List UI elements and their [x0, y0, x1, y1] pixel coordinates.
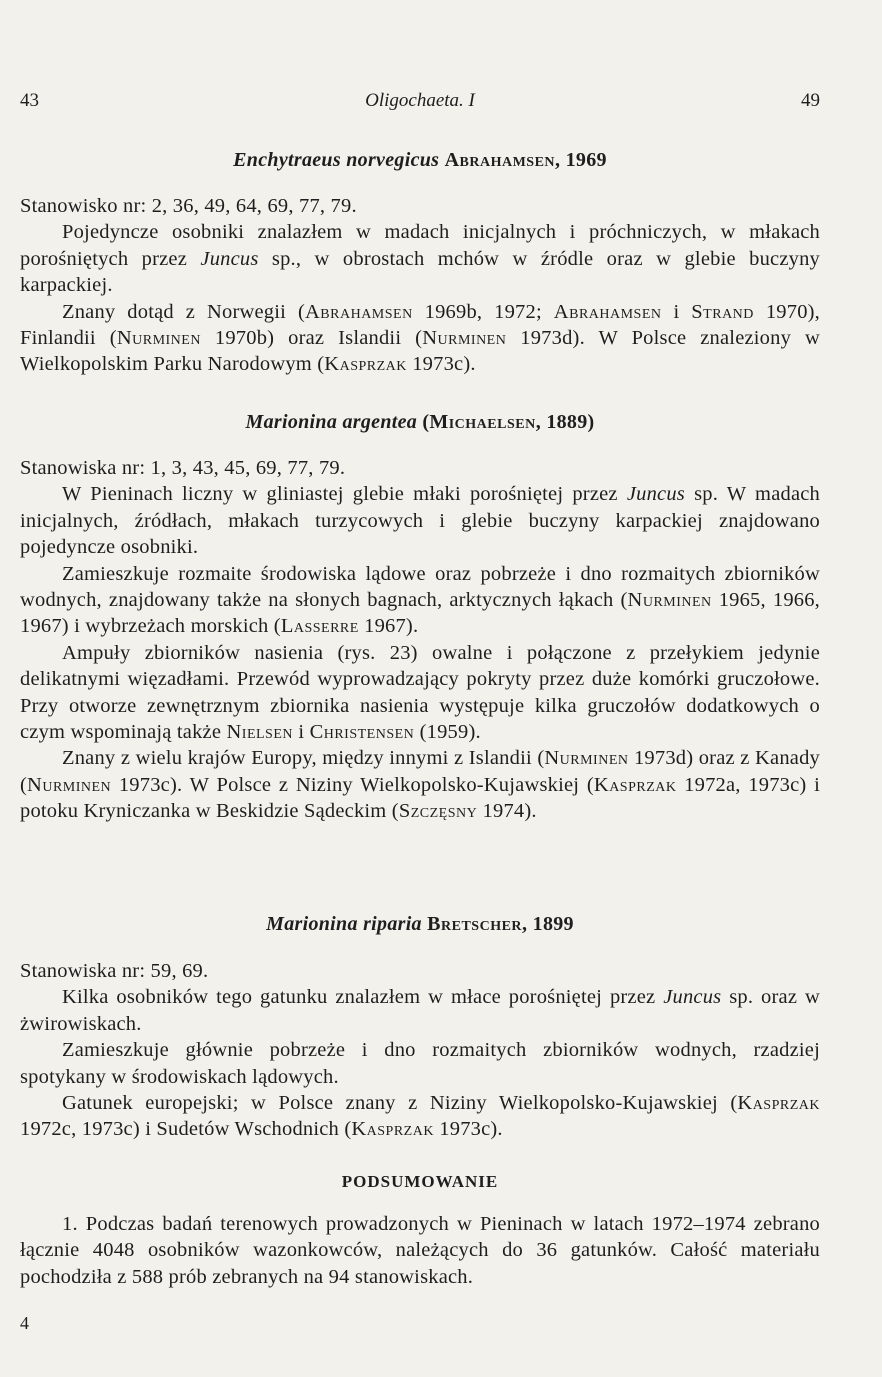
- species-title: Marionina argentea (Michaelsen, 1889): [245, 411, 595, 433]
- species-body-marionina-argentea: [20, 455, 820, 825]
- paragraph: 1. Podczas badań terenowych prowadzonych w Pieninach w latach 1972–1974 zebrano łącznie 4048 osobników wazonkowców, należących do 36 gatunków. Całość materiału pochodziła z 588 prób zebranych na 94 stanowiskach.: [20, 1213, 820, 1288]
- species-title: Enchytraeus norvegicus Abrahamsen, 1969: [233, 149, 607, 171]
- sites-line: Stanowiska nr: 1, 3, 43, 45, 69, 77, 79.: [20, 457, 346, 479]
- sites-line: Stanowiska nr: 59, 69.: [20, 960, 209, 982]
- paragraph: Znany dotąd z Norwegii (Abrahamsen 1969b, 1972; Abrahamsen i Strand 1970), Finlandii (Nurminen 1970b) oraz Islandii (Nurminen 1973d). W Polsce znaleziony w Wielkopolskim Parku Narodowym (Kasprzak 1973c).: [20, 300, 820, 376]
- paragraph: Gatunek europejski; w Polsce znany z Niziny Wielkopolsko-Kujawskiej (Kasprzak 1972c, 1973c) i Sudetów Wschodnich (Kasprzak 1973c).: [20, 1092, 820, 1141]
- paragraph: Zamieszkuje głównie pobrzeże i dno rozmaitych zbiorników wodnych, rzadziej spotykany w środowiskach lądowych.: [20, 1039, 820, 1088]
- species-body-marionina-riparia: [20, 958, 820, 1143]
- species-section-marionina-argentea: [20, 409, 820, 435]
- summary-heading: PODSUMOWANIE: [341, 1172, 499, 1191]
- species-title: Marionina riparia Bretscher, 1899: [266, 913, 574, 935]
- page-number-left: 43: [20, 90, 39, 111]
- paragraph: Ampuły zbiorników nasienia (rys. 23) owalne i połączone z przełykiem jedynie delikatnymi więzadłami. Przewód wyprowadzający pokryty przez duże komórki gruczołowe. Przy otworze zewnętrznym zbiornika nasienia występuje kilka gruczołów dodatkowych o czym wspominają także Nielsen i Christensen (1959).: [20, 641, 820, 744]
- summary-body: [20, 1211, 820, 1290]
- species-section-marionina-riparia: [20, 911, 820, 937]
- signature-mark: 4: [20, 1313, 29, 1333]
- species-body-enchytraeus: [20, 193, 820, 378]
- species-section-enchytraeus: [20, 147, 820, 173]
- paragraph: W Pieninach liczny w gliniastej glebie młaki porośniętej przez Juncus sp. W madach inicjalnych, źródłach, młakach turzycowych i glebie buczyny karpackiej znajdowano pojedyncze osobniki.: [20, 483, 820, 559]
- running-header: [20, 90, 820, 116]
- paragraph: Pojedyncze osobniki znalazłem w madach inicjalnych i próchniczych, w młakach porośniętych przez Juncus sp., w obrostach mchów w źródle oraz w glebie buczyny karpackiej.: [20, 221, 820, 297]
- running-title: Oligochaeta. I: [365, 90, 475, 111]
- paragraph: Kilka osobników tego gatunku znalazłem w młace porośniętej przez Juncus sp. oraz w żwirowiskach.: [20, 986, 820, 1035]
- sites-line: Stanowisko nr: 2, 36, 49, 64, 69, 77, 79.: [20, 195, 357, 217]
- paragraph: Zamieszkuje rozmaite środowiska lądowe oraz pobrzeże i dno rozmaitych zbiorników wodnych, znajdowany także na słonych bagnach, arktycznych łąkach (Nurminen 1965, 1966, 1967) i wybrzeżach morskich (Lasserre 1967).: [20, 562, 821, 638]
- summary-section: [20, 1170, 820, 1194]
- page-number-right: 49: [801, 90, 820, 111]
- page: [20, 0, 820, 1377]
- paragraph: Znany z wielu krajów Europy, między innymi z Islandii (Nurminen 1973d) oraz z Kanady (Nurminen 1973c). W Polsce z Niziny Wielkopolsko-Kujawskiej (Kasprzak 1972a, 1973c) i potoku Kryniczanka w Beskidzie Sądeckim (Szczęsny 1974).: [20, 747, 820, 823]
